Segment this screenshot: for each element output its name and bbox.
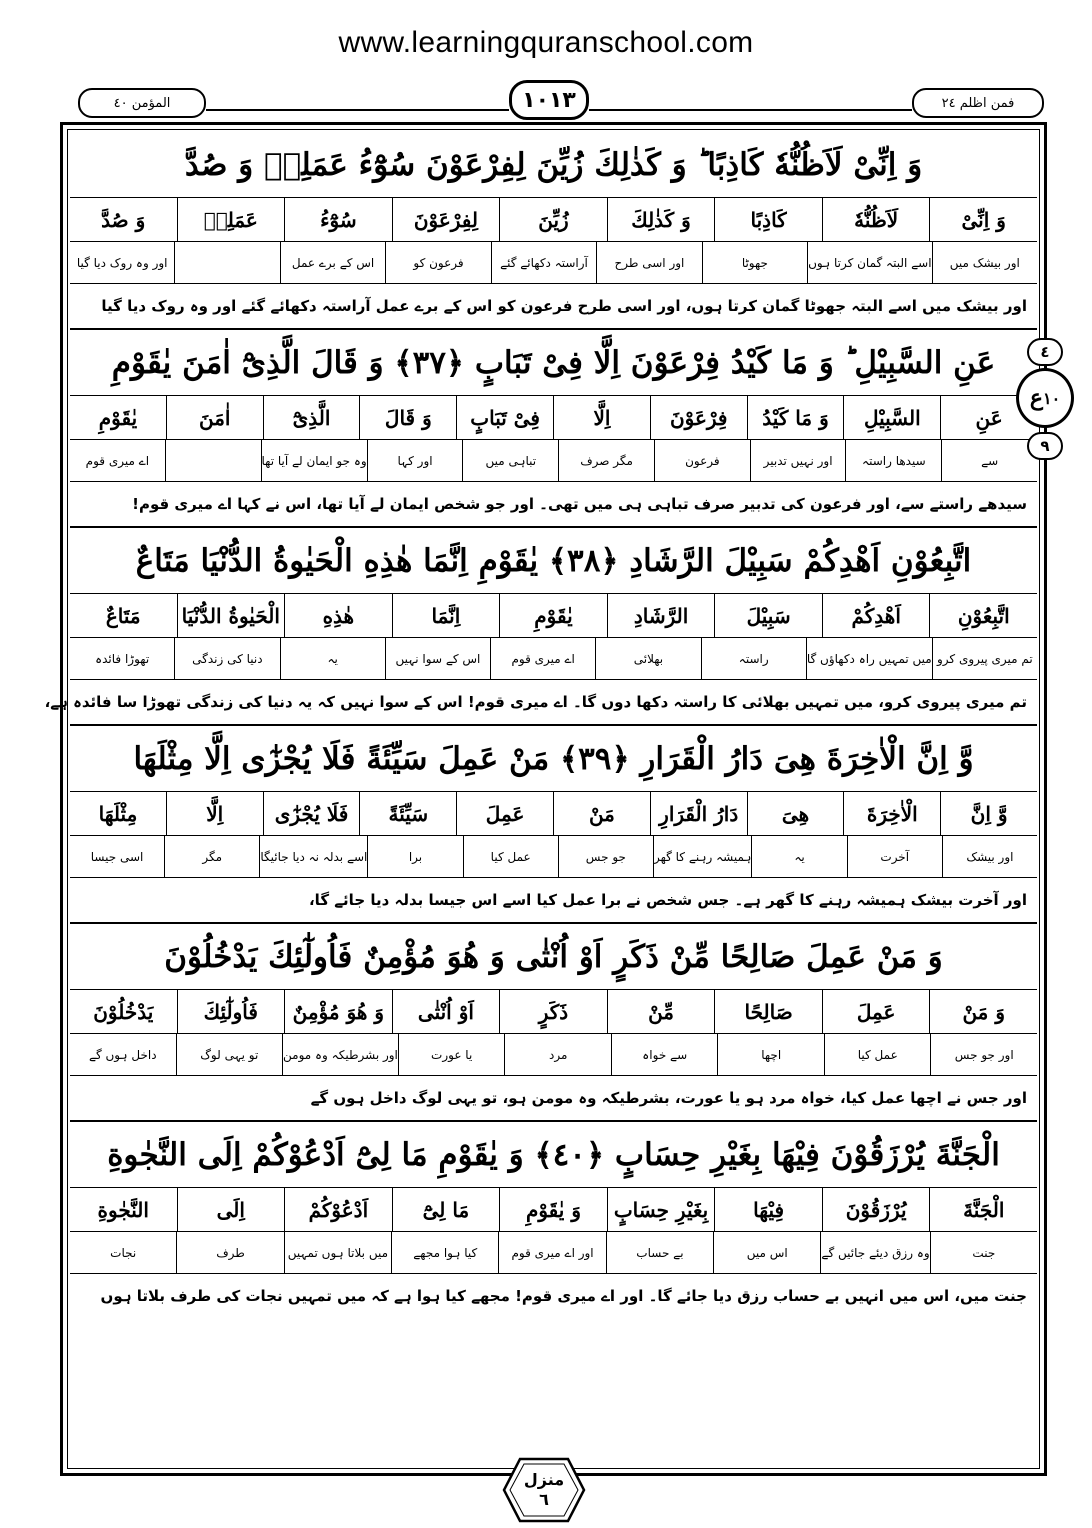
translation-cell: تم میری پیروی کرو [932, 638, 1037, 679]
translation-cell: نجات [110, 1245, 137, 1260]
translation-cell [165, 440, 261, 481]
word-cell: فَاُولٰٓئِكَ [177, 990, 285, 1033]
word-cell: اتَّبِعُوْنِ [929, 594, 1037, 637]
word-cell: الْجَنَّةَ [929, 1188, 1037, 1231]
word-cell: مَا لِیْٓ [392, 1188, 500, 1231]
translation-cell: عمل کیا [463, 836, 558, 877]
word-cell: كَاذِبًا [714, 198, 822, 241]
translation-cell: اے میری قوم [490, 638, 595, 679]
translation-cell: سیدھا راستہ [845, 440, 941, 481]
manzil-number: ٦ [539, 1490, 549, 1509]
translation-cell: میں تمہیں راہ دکھاؤں گا [806, 638, 932, 679]
translation-cell: تباہی میں [462, 440, 558, 481]
word-cell: لِفِرْعَوْنَ [392, 198, 500, 241]
translation-cell: مگر صرف [558, 440, 654, 481]
verse-content [44, 132, 1037, 1318]
manzil-badge [502, 1455, 586, 1525]
translation-cell: تھوڑا فائدہ [95, 651, 150, 666]
arabic-verse: وَ مَنْ عَمِلَ صَالِحًا مِّنْ ذَكَرٍ اَوْ اُنْثٰى وَ هُوَ مُؤْمِنٌ فَاُولٰٓئِكَ یَدْخُلُوْنَ [70, 924, 1037, 990]
translation-cell: اسے البتہ گمان کرتا ہوں [807, 242, 931, 283]
word-cell: اَهْدِكُمْ [822, 594, 930, 637]
word-cell: وَ مَا كَیْدُ [747, 396, 844, 439]
header-rule-left [206, 109, 509, 111]
translation-cell: اور اے میری قوم [498, 1232, 605, 1273]
word-cell: عَنِ [940, 396, 1037, 439]
word-cell: الرَّشَادِ [607, 594, 715, 637]
summary-translation: سیدھے راستے سے، اور فرعون کی تدبیر صرف تباہی ہی میں تھی۔ اور جو شخص ایمان لے آیا تھا، اس نے کہا اے میری قوم! [132, 495, 1027, 513]
summary-translation: اور آخرت بیشک ہمیشہ رہنے کا گھر ہے۔ جس شخص نے برا عمل کیا اسے اس جیسا بدلہ دیا جائے گا، [308, 891, 1027, 909]
verse-section-5 [70, 924, 1037, 1122]
translation-cell: عمل کیا [824, 1034, 931, 1075]
word-cell: بِغَیْرِ حِسَابٍ [607, 1188, 715, 1231]
translation-cell: جنت [930, 1232, 1037, 1273]
verse-section-6 [70, 1122, 1037, 1318]
ruku-marker-bottom: ٩ [1027, 432, 1063, 460]
translation-cell: میں بلاتا ہوں تمہیں [284, 1232, 391, 1273]
word-cell: زُیِّنَ [499, 198, 607, 241]
para-label: فمن اظلم ٢٤ [912, 88, 1044, 118]
word-cell: دَارُ الْقَرَارِ [650, 792, 747, 835]
surah-label: المؤمن ٤٠ [78, 88, 206, 118]
word-cell: اَوْ اُنْثٰى [392, 990, 500, 1033]
summary-translation: اور جس نے اچھا عمل کیا، خواہ مرد ہو یا عورت، بشرطیکہ وہ مومن ہو، تو یہی لوگ داخل ہوں گے [310, 1089, 1027, 1107]
translation-cell: اور جو جس [930, 1034, 1037, 1075]
translation-row [70, 440, 1037, 482]
translation-row [70, 1034, 1037, 1076]
translation-cell: یہ [751, 836, 846, 877]
translation-cell: اچھا [717, 1034, 824, 1075]
translation-cell: فرعون کو [385, 242, 490, 283]
ain-letter: ع [1029, 385, 1043, 411]
manzil-label: منزل [523, 1470, 565, 1489]
arabic-verse: وَ اِنِّیْ لَاَظُنُّهٗ كَاذِبًا ؕ وَ كَذٰلِكَ زُیِّنَ لِفِرْعَوْنَ سُوْٓءُ عَمَلِهٖ وَ صُدَّ [70, 132, 1037, 198]
translation-cell: اور اسی طرح [596, 242, 701, 283]
word-cell: یُرْزَقُوْنَ [822, 1188, 930, 1231]
arabic-verse: عَنِ السَّبِیْلِ ؕ وَ مَا كَیْدُ فِرْعَوْنَ اِلَّا فِیْ تَبَابٍ ﴿٣٧﴾ وَ قَالَ الَّذِیْٓ اٰمَنَ یٰقَوْمِ [70, 330, 1037, 396]
translation-cell: بے حساب [606, 1232, 713, 1273]
word-cell: مِثْلَهَا [98, 801, 138, 826]
translation-cell: وہ جو ایمان لے آیا تھا [261, 440, 367, 481]
word-cell: اِنَّمَا [392, 594, 500, 637]
word-cell: ذَكَرٍ [499, 990, 607, 1033]
translation-cell: اور بشرطیکہ وہ مومن [282, 1034, 398, 1075]
translation-cell: برا [367, 836, 462, 877]
word-cell: سَبِیْلَ [714, 594, 822, 637]
translation-cell: فرعون [654, 440, 750, 481]
translation-cell: وہ رزق دیئے جائیں گے [820, 1232, 929, 1273]
verse-section-1 [70, 132, 1037, 330]
translation-cell: آراستہ دکھائے گئے [491, 242, 596, 283]
word-cell: النَّجٰوةِ [97, 1197, 149, 1222]
translation-cell: ہمیشہ رہنے کا گھر [653, 836, 751, 877]
word-cell: عَمَلِهٖ [177, 198, 285, 241]
translation-cell: تو یہی لوگ [176, 1034, 283, 1075]
ain-number: ١٠ [1042, 388, 1061, 408]
translation-cell: یا عورت [398, 1034, 505, 1075]
arabic-verse: اتَّبِعُوْنِ اَهْدِكُمْ سَبِیْلَ الرَّشَادِ ﴿٣٨﴾ یٰقَوْمِ اِنَّمَا هٰذِهِ الْحَیٰوةُ الدُّنْیَا مَتَاعٌ [70, 528, 1037, 594]
translation-cell: آخرت [847, 836, 942, 877]
verse-section-2 [70, 330, 1037, 528]
translation-cell: اور نہیں تدبیر [750, 440, 846, 481]
word-row [70, 198, 1037, 242]
word-cell: وَ كَذٰلِكَ [607, 198, 715, 241]
translation-cell: اور بیشک [942, 836, 1037, 877]
word-cell: فِیْ تَبَابٍ [456, 396, 553, 439]
translation-cell: جھوٹا [702, 242, 807, 283]
translation-cell: اسی جیسا [90, 849, 144, 864]
word-cell: فَلَا یُجْزٰٓى [263, 792, 360, 835]
translation-cell: طرف [176, 1232, 283, 1273]
translation-cell: اے میری قوم [85, 453, 150, 468]
verse-section-3 [44, 528, 1037, 726]
translation-cell: سے [941, 440, 1037, 481]
word-cell: الْحَیٰوةُ الدُّنْیَا [177, 594, 285, 637]
word-cell: لَاَظُنُّهٗ [822, 198, 930, 241]
word-cell: وَ صُدَّ [101, 207, 146, 232]
word-cell: اِلَى [177, 1188, 285, 1231]
word-cell: اَدْعُوْكُمْ [284, 1188, 392, 1231]
translation-cell: راستہ [701, 638, 806, 679]
word-cell: مَنْ [553, 792, 650, 835]
translation-cell: داخل ہوں گے [88, 1047, 157, 1062]
translation-cell: اور کہا [367, 440, 463, 481]
translation-row [70, 836, 1037, 878]
translation-cell: اس کے برے عمل [280, 242, 385, 283]
word-cell: وَ مَنْ [929, 990, 1037, 1033]
word-cell: السَّبِیْلِ [843, 396, 940, 439]
ruku-marker-top: ٤ [1027, 338, 1063, 366]
word-cell: وَ هُوَ مُؤْمِنٌ [284, 990, 392, 1033]
translation-cell: مگر [164, 836, 259, 877]
translation-row [70, 242, 1037, 284]
page-number: ١٠١٣ [509, 80, 589, 120]
word-cell: وَ یٰقَوْمِ [499, 1188, 607, 1231]
translation-cell: یہ [280, 638, 385, 679]
word-cell: اٰمَنَ [166, 396, 263, 439]
word-row [70, 594, 1037, 638]
translation-row [70, 638, 1037, 680]
translation-cell: اور بیشک میں [932, 242, 1037, 283]
word-cell: الَّذِیْٓ [263, 396, 360, 439]
word-cell: فِرْعَوْنَ [650, 396, 747, 439]
summary-translation: اور بیشک میں اسے البتہ جھوٹا گمان کرتا ہوں، اور اسی طرح فرعون کو اس کے برے عمل آراستہ دکھائے گئے اور وہ روک دیا گیا [101, 297, 1027, 315]
translation-cell: سے خواہ [611, 1034, 718, 1075]
word-cell: هٰذِهِ [284, 594, 392, 637]
word-cell: یٰقَوْمِ [499, 594, 607, 637]
arabic-verse: وَّ اِنَّ الْاٰخِرَةَ هِیَ دَارُ الْقَرَارِ ﴿٣٩﴾ مَنْ عَمِلَ سَیِّئَةً فَلَا یُجْزٰٓى اِلَّا مِثْلَهَا [70, 726, 1037, 792]
translation-cell: کیا ہوا مجھے [391, 1232, 498, 1273]
word-cell: مَتَاعٌ [105, 603, 141, 628]
word-row [70, 990, 1037, 1034]
word-cell: اِلَّا [166, 792, 263, 835]
word-cell: صَالِحًا [714, 990, 822, 1033]
word-cell: فِیْهَا [714, 1188, 822, 1231]
translation-cell: اس میں [713, 1232, 820, 1273]
word-cell: وَ قَالَ [359, 396, 456, 439]
translation-cell: دنیا کی زندگی [174, 638, 279, 679]
word-row [70, 1188, 1037, 1232]
word-cell: اِلَّا [553, 396, 650, 439]
word-row [70, 396, 1037, 440]
word-cell: هِیَ [747, 792, 844, 835]
word-cell: سُوْٓءُ [284, 198, 392, 241]
word-cell: یٰقَوْمِ [98, 405, 138, 430]
word-row [70, 792, 1037, 836]
site-url[interactable]: www.learningquranschool.com [338, 26, 754, 59]
word-cell: مِّنْ [607, 990, 715, 1033]
header-rule-right [589, 109, 912, 111]
translation-cell: جو جس [558, 836, 653, 877]
word-cell: عَمِلَ [822, 990, 930, 1033]
summary-translation: جنت میں، اس میں انہیں بے حساب رزق دیا جائے گا۔ اور اے میری قوم! مجھے کیا ہوا ہے کہ میں تمہیں نجات کی طرف بلاتا ہوں [100, 1287, 1027, 1305]
word-cell: عَمِلَ [456, 792, 553, 835]
translation-cell [174, 242, 279, 283]
translation-cell: بھلائی [595, 638, 700, 679]
verse-section-4 [70, 726, 1037, 924]
ruku-ain-marker [1016, 368, 1074, 428]
summary-translation: تم میری پیروی کرو، میں تمہیں بھلائی کا راستہ دکھا دوں گا۔ اے میری قوم! اس کے سوا نہیں کہ یہ دنیا کی زندگی تھوڑا سا فائدہ ہے، [44, 693, 1027, 711]
word-cell: سَیِّئَةً [359, 792, 456, 835]
translation-row [70, 1232, 1037, 1274]
word-cell: وَّ اِنَّ [940, 792, 1037, 835]
translation-cell: اس کے سوا نہیں [385, 638, 490, 679]
translation-cell: اور وہ روک دیا گیا [76, 255, 168, 270]
arabic-verse: الْجَنَّةَ یُرْزَقُوْنَ فِیْهَا بِغَیْرِ حِسَابٍ ﴿٤٠﴾ وَ یٰقَوْمِ مَا لِیْٓ اَدْعُوْكُمْ اِلَى النَّجٰوةِ [70, 1122, 1037, 1188]
word-cell: یَدْخُلُوْنَ [93, 999, 154, 1024]
word-cell: الْاٰخِرَةَ [843, 792, 940, 835]
translation-cell: اسے بدلہ نہ دیا جائیگا [259, 836, 367, 877]
word-cell: وَ اِنِّیْ [929, 198, 1037, 241]
translation-cell: مرد [504, 1034, 611, 1075]
